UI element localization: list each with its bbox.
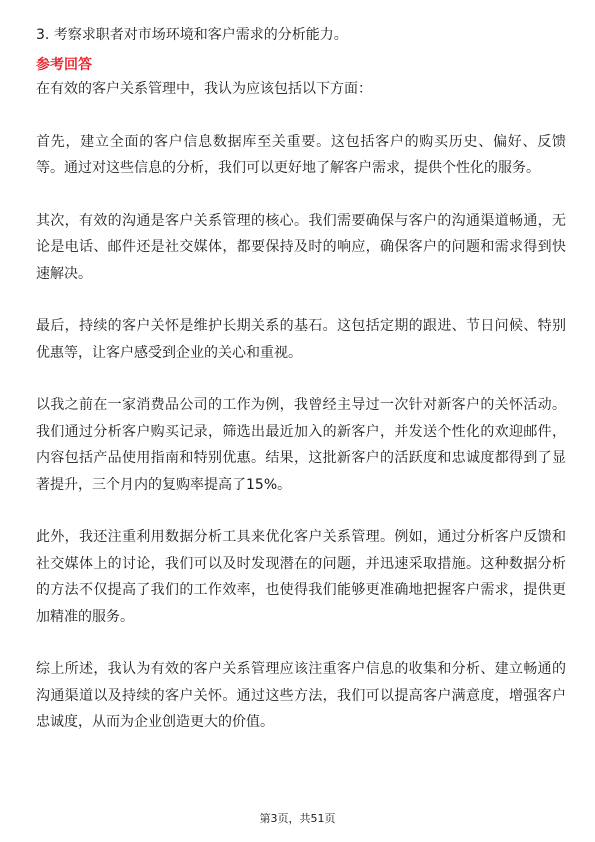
answer-paragraph-3: 最后，持续的客户关怀是维护长期关系的基石。这包括定期的跟进、节日问候、特别优惠等，让客户感受到企业的关心和重视。: [36, 318, 566, 361]
answer-intro: 在有效的客户关系管理中，我认为应该包括以下方面：: [36, 81, 372, 97]
page-number-footer: 第3页，共51页: [259, 812, 336, 825]
answer-paragraph-4: 以我之前在一家消费品公司的工作为例，我曾经主导过一次针对新客户的关怀活动。我们通过分析客户购买记录，筛选出最近加入的新客户，并发送个性化的欢迎邮件，内容包括产品使用指南和特别优惠。结果，这批新客户的活跃度和忠诚度都得到了显著提升，三个月内的复购率提高了15%。: [36, 397, 566, 493]
answer-heading: 参考回答: [36, 57, 92, 73]
answer-paragraph-5: 此外，我还注重利用数据分析工具来优化客户关系管理。例如，通过分析客户反馈和社交媒体上的讨论，我们可以及时发现潜在的问题，并迅速采取措施。这种数据分析的方法不仅提高了我们的工作效率，也使得我们能够更准确地把握客户需求，提供更加精准的服务。: [36, 529, 566, 625]
answer-paragraph-2: 其次，有效的沟通是客户关系管理的核心。我们需要确保与客户的沟通渠道畅通，无论是电话、邮件还是社交媒体，都要保持及时的响应，确保客户的问题和需求得到快速解决。: [36, 212, 566, 282]
answer-paragraph-1: 首先，建立全面的客户信息数据库至关重要。这包括客户的购买历史、偏好、反馈等。通过对这些信息的分析，我们可以更好地了解客户需求，提供个性化的服务。: [36, 133, 566, 176]
document-content: [36, 24, 566, 736]
question-text: 3. 考察求职者对市场环境和客户需求的分析能力。: [36, 27, 348, 43]
answer-paragraph-6: 综上所述，我认为有效的客户关系管理应该注重客户信息的收集和分析、建立畅通的沟通渠道以及持续的客户关怀。通过这些方法，我们可以提高客户满意度，增强客户忠诚度，从而为企业创造更大的价值。: [36, 661, 566, 730]
